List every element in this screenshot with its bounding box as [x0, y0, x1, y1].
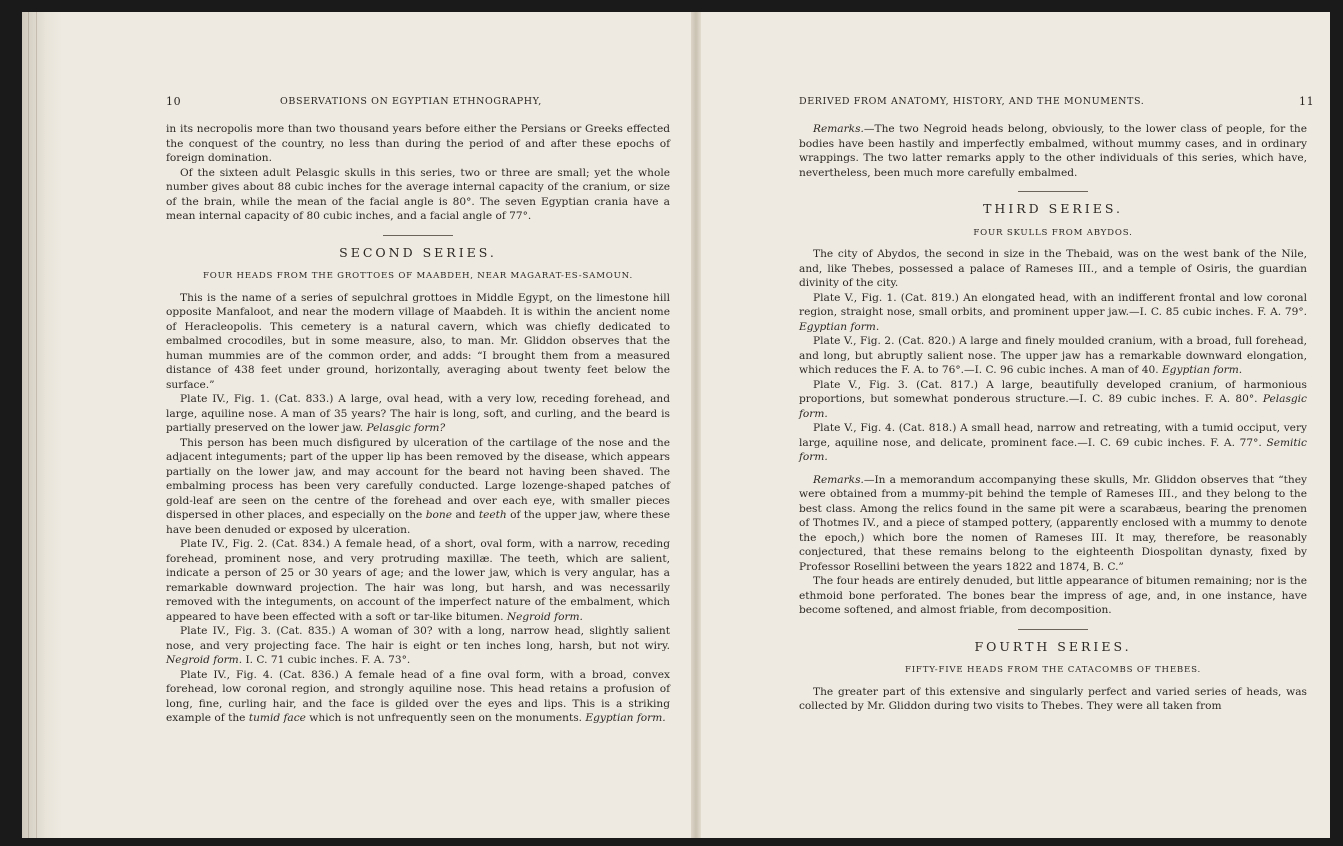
- paragraph: Plate V., Fig. 2. (Cat. 820.) A large and finely moulded cranium, with a broad, full forehead, and long, but abruptly salient nose. The upper jaw has a remarkable downward elongation, which reduces the F. A. to 76°.—I. C. 96 cubic inches. A man of 40. Egyptian form.: [799, 335, 1307, 376]
- paragraph: Plate IV., Fig. 3. (Cat. 835.) A woman of 30? with a long, narrow head, slightly salient nose, and very projecting face. The hair is eight or ten inches long, harsh, but not wiry. Negroid form. I. C. 71 cubic inches. F. A. 73°.: [166, 625, 670, 666]
- left-running-head-title: OBSERVATIONS ON EGYPTIAN ETHNOGRAPHY,: [280, 96, 542, 107]
- paragraph: Remarks.—The two Negroid heads belong, obviously, to the lower class of people, for the bodies have been hastily and imperfectly embalmed, without mummy cases, and in ordinary wrappings. The two latter remarks apply to the other individuals of this series, which have, nevertheless, been much more carefully embalmed.: [799, 123, 1307, 179]
- section-title-fourth: FOURTH SERIES.: [974, 638, 1132, 654]
- section-subtitle: FIFTY-FIVE HEADS FROM THE CATACOMBS OF THEBES.: [904, 665, 1202, 675]
- paragraph: Plate V., Fig. 1. (Cat. 819.) An elongated head, with an indifferent frontal and low coronal region, straight nose, small orbits, and prominent upper jaw.—I. C. 85 cubic inches. F. A. 79°. Egyptian form.: [799, 291, 1307, 333]
- section-title-third: THIRD SERIES.: [983, 201, 1123, 216]
- section-title-second: SECOND SERIES.: [339, 244, 497, 260]
- left-page-number: 10: [166, 95, 182, 108]
- paragraph: Remarks.—In a memorandum accompanying these skulls, Mr. Gliddon observes that “they were obtained from a mummy-pit behind the temple of Rameses III., and they belong to the best class. Among the relics found in the same pit were a scarabæus, bearing the prenomen of Thotmes IV., and a piece of stamped pottery, (apparently enclosed with a mummy to denote the epoch,) which bore the nomen of Rameses III. It may, therefore, be reasonably conjectured, that these remains belong to the eighteenth Diospolitan dynasty, fixed by Professor Rosellini between the years 1822 and 1874, B. C.”: [799, 473, 1307, 573]
- paragraph: Plate IV., Fig. 1. (Cat. 833.) A large, oval head, with a very low, receding forehead, and large, aquiline nose. A man of 35 years? The hair is long, soft, and curling, and the beard is partially preserved on the lower jaw. Pelasgic form?: [166, 393, 670, 434]
- book-fold: [691, 12, 701, 838]
- left-page: [62, 12, 691, 838]
- left-page-edge: [22, 12, 62, 838]
- right-page-text: [799, 122, 1307, 714]
- paragraph: Plate V., Fig. 4. (Cat. 818.) A small head, narrow and retreating, with a tumid occiput, very large, aquiline nose, and delicate, prominent face.—I. C. 69 cubic inches. F. A. 77°. Semitic form.: [799, 422, 1307, 463]
- paragraph: This person has been much disfigured by ulceration of the cartilage of the nose and the adjacent integuments; part of the upper lip has been removed by the disease, which appears partially on the lower jaw, and may account for the beard not having been shaved. The embalming process has been very carefully conducted. Large lozenge-shaped patches of gold-leaf are seen on the centre of the forehead and over each eye, with smaller pieces dispersed in other places, and especially on the bone and teeth of the upper jaw, where these have been denuded or exposed by ulceration.: [166, 436, 670, 536]
- section-subtitle: FOUR SKULLS FROM ABYDOS.: [973, 227, 1133, 238]
- paragraph: Plate IV., Fig. 4. (Cat. 836.) A female head of a fine oval form, with a broad, convex forehead, low coronal region, and strongly aquiline nose. This head retains a profusion of long, fine, curling hair, and the face is gilded over the eyes and lips. This is a striking example of the tumid face which is not unfrequently seen on the monuments. Egyptian form.: [166, 668, 670, 724]
- paragraph: The four heads are entirely denuded, but little appearance of bitumen remaining; nor is the ethmoid bone perforated. The bones bear the impress of age, and, in one instance, have become softened, and almost friable, from decomposition.: [799, 575, 1307, 616]
- paragraph: Plate V., Fig. 3. (Cat. 817.) A large, beautifully developed cranium, of harmonious proportions, but somewhat ponderous structure.—I. C. 89 cubic inches. F. A. 80°. Pelasgic form.: [799, 378, 1307, 420]
- right-page: [701, 12, 1330, 838]
- right-running-head-title: DERIVED FROM ANATOMY, HISTORY, AND THE MONUMENTS.: [799, 96, 1145, 107]
- paragraph: The greater part of this extensive and singularly perfect and varied series of heads, was collected by Mr. Gliddon during two visits to Thebes. They were all taken from: [799, 685, 1307, 712]
- paragraph: The city of Abydos, the second in size in the Thebaid, was on the west bank of the Nile, and, like Thebes, possessed a palace of Rameses III., and a temple of Osiris, the guardian divinity of the city.: [799, 248, 1307, 289]
- section-divider: [1018, 629, 1088, 630]
- section-subtitle: FOUR HEADS FROM THE GROTTOES OF MAABDEH, NEAR MAGARAT-ES-SAMOUN.: [203, 271, 633, 281]
- right-page-number: 11: [1299, 95, 1315, 108]
- paragraph: Of the sixteen adult Pelasgic skulls in this series, two or three are small; yet the whole number gives about 88 cubic inches for the average internal capacity of the cranium, or size of the brain, while the mean of the facial angle is 80°. The seven Egyptian crania have a mean internal capacity of 80 cubic inches, and a facial angle of 77°.: [166, 166, 670, 222]
- section-divider: [383, 235, 453, 236]
- left-page-text: [166, 122, 670, 726]
- paragraph: This is the name of a series of sepulchral grottoes in Middle Egypt, on the limestone hill opposite Manfaloot, and near the modern village of Maabdeh. It is within the ancient nome of Heracleopolis. This cemetery is a natural cavern, which was chiefly dedicated to embalmed crocodiles, but in some measure, also, to man. Mr. Gliddon observes that the human mummies are of the common order, and adds: “I brought them from a measured distance of 438 feet under ground, horizontally, averaging about twenty feet below the surface.”: [166, 291, 670, 391]
- paragraph: in its necropolis more than two thousand years before either the Persians or Greeks effected the conquest of the country, no less than during the period of and after these epochs of foreign domination.: [166, 123, 670, 164]
- paragraph: Plate IV., Fig. 2. (Cat. 834.) A female head, of a short, oval form, with a narrow, receding forehead, prominent nose, and very protruding maxillæ. The teeth, which are salient, indicate a person of 25 or 30 years of age; and the lower jaw, which is very angular, has a remarkable downward projection. The hair was long, but harsh, and was necessarily removed with the integuments, on account of the imperfect nature of the embalment, which appeared to have been effected with a soft or tar-like bitumen. Negroid form.: [166, 538, 670, 623]
- section-divider: [1018, 191, 1088, 192]
- book-spread: [22, 12, 1330, 838]
